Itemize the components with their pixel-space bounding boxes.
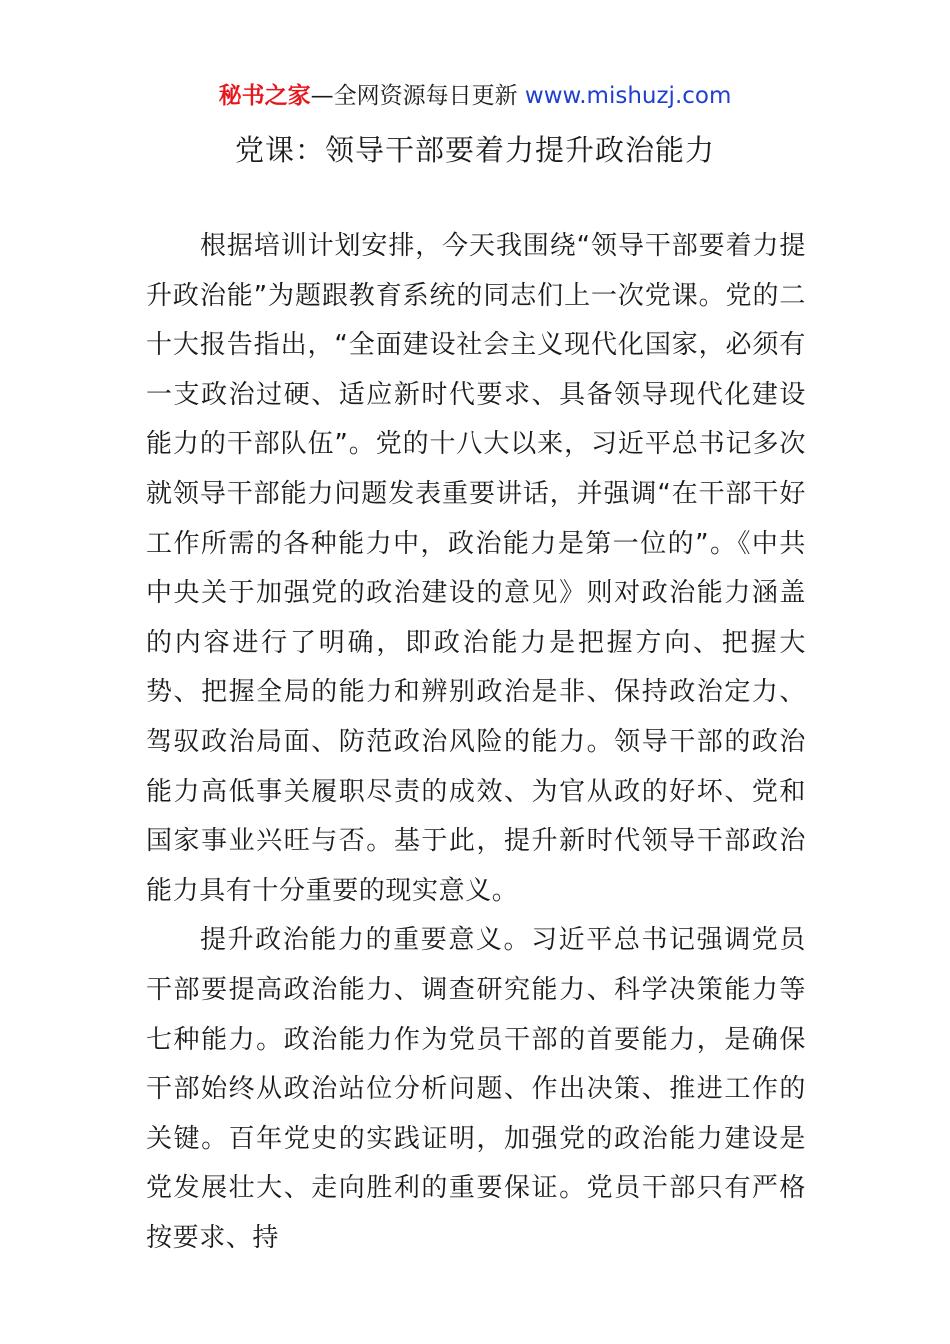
site-brand: 秘书之家 [218, 83, 311, 109]
document-body [146, 222, 806, 1263]
site-tagline: —全网资源每日更新 [310, 83, 525, 109]
paragraph-significance: 提升政治能力的重要意义。习近平总书记强调党员干部要提高政治能力、调查研究能力、科学决策能力等七种能力。政治能力作为党员干部的首要能力，是确保干部始终从政治站位分析问题、作出决策、推进工作的关键。百年党史的实践证明，加强党的政治能力建设是党发展壮大、走向胜利的重要保证。党员干部只有严格按要求、持 [146, 925, 806, 1253]
document-title: 党课：领导干部要着力提升政治能力 [234, 133, 715, 167]
paragraph-intro: 根据培训计划安排，今天我围绕“领导干部要着力提升政治能”为题跟教育系统的同志们上一次党课。党的二十大报告指出，“全面建设社会主义现代化国家，必须有一支政治过硬、适应新时代要求、具备领导现代化建设能力的干部队伍”。党的十八大以来，习近平总书记多次就领导干部能力问题发表重要讲话，并强调“在干部干好工作所需的各种能力中，政治能力是第一位的”。《中共中央关于加强党的政治建设的意见》则对政治能力涵盖的内容进行了明确，即政治能力是把握方向、把握大势、把握全局的能力和辨别政治是非、保持政治定力、驾驭政治局面、防范政治风险的能力。领导干部的政治能力高低事关履职尽责的成效、为官从政的好坏、党和国家事业兴旺与否。基于此，提升新时代领导干部政治能力具有十分重要的现实意义。 [146, 231, 806, 906]
site-header [0, 80, 950, 112]
site-url-link[interactable]: www.mishuzj.com [524, 83, 732, 109]
